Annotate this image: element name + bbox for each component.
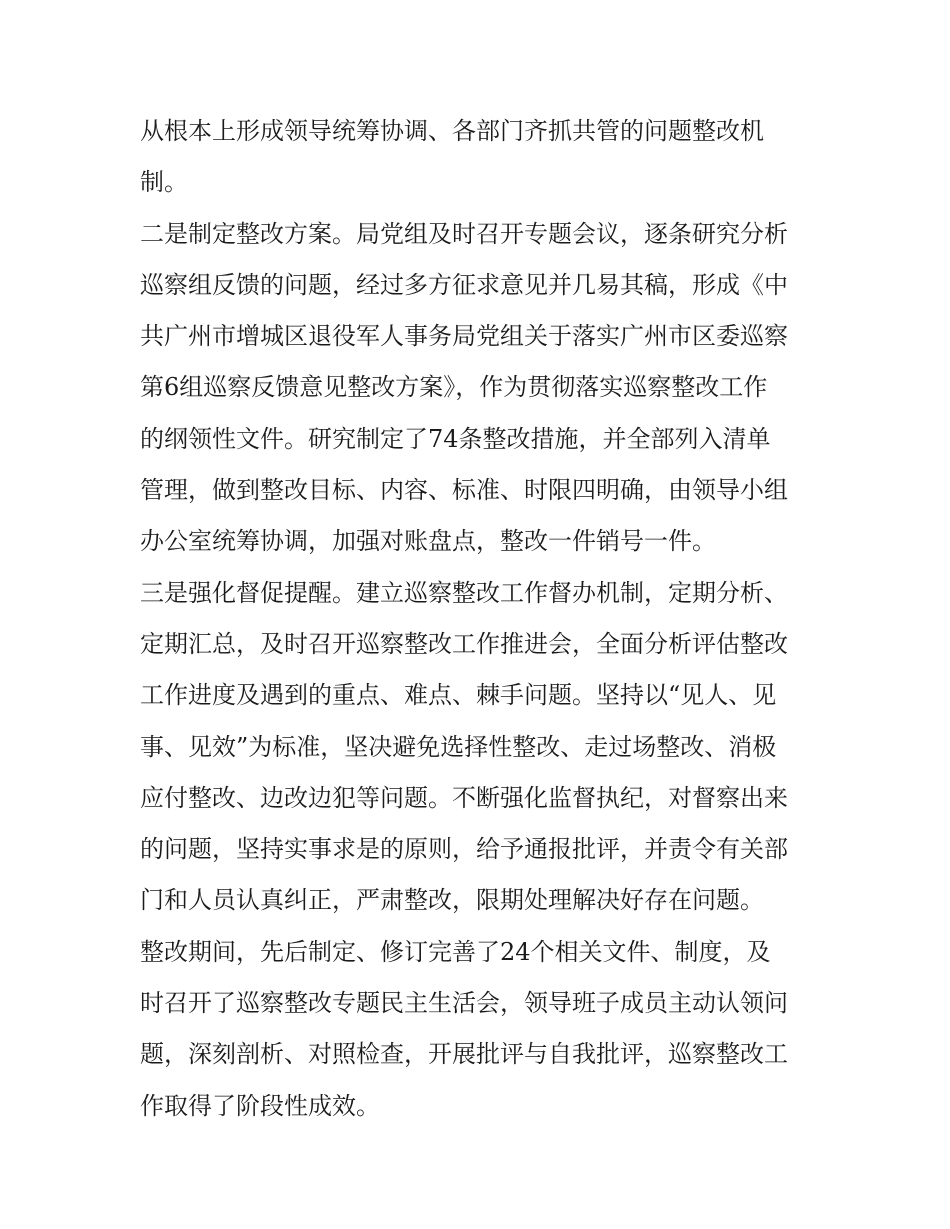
text-line-10: 三是强化督促提醒。建立巡察整改工作督办机制，定期分析、 xyxy=(140,578,788,607)
text-line-13: 事、见效”为标准，坚决避免选择性整改、走过场整改、消极 xyxy=(140,732,777,761)
text-line-11: 定期汇总，及时召开巡察整改工作推进会，全面分析评估整改 xyxy=(140,629,788,658)
text-line-5: 共广州市增城区退役军人事务局党组关于落实广州市区委巡察 xyxy=(140,322,788,351)
text-line-12: 工作进度及遇到的重点、难点、棘手问题。坚持以“见人、见 xyxy=(140,681,777,710)
text-line-15: 的问题，坚持实事求是的原则，给予通报批评，并责令有关部 xyxy=(140,835,788,864)
text-line-19: 题，深刻剖析、对照检查，开展批评与自我批评，巡察整改工 xyxy=(140,1040,788,1069)
text-line-20: 作取得了阶段性成效。 xyxy=(140,1091,380,1120)
text-line-18: 时召开了巡察整改专题民主生活会，领导班子成员主动认领问 xyxy=(140,989,788,1018)
text-line-9: 办公室统筹协调，加强对账盘点，整改一件销号一件。 xyxy=(140,527,716,556)
text-line-7: 的纲领性文件。研究制定了74条整改措施，并全部列入清单 xyxy=(140,424,771,453)
text-line-3: 二是制定整改方案。局党组及时召开专题会议，逐条研究分析 xyxy=(140,219,788,248)
text-line-14: 应付整改、边改边犯等问题。不断强化监督执纪，对督察出来 xyxy=(140,783,788,812)
text-line-4: 巡察组反馈的问题，经过多方征求意见并几易其稿，形成《中 xyxy=(140,270,788,299)
text-line-2: 制。 xyxy=(140,168,188,197)
text-line-8: 管理，做到整改目标、内容、标准、时限四明确，由领导小组 xyxy=(140,476,788,505)
text-line-16: 门和人员认真纠正，严肃整改，限期处理解决好存在问题。 xyxy=(140,886,764,915)
text-line-1: 从根本上形成领导统筹协调、各部门齐抓共管的问题整改机 xyxy=(140,117,764,145)
text-line-6: 第6组巡察反馈意见整改方案》，作为贯彻落实巡察整改工作 xyxy=(140,373,768,402)
body-text xyxy=(140,106,820,1132)
text-line-17: 整改期间，先后制定、修订完善了24个相关文件、制度，及 xyxy=(140,937,771,966)
